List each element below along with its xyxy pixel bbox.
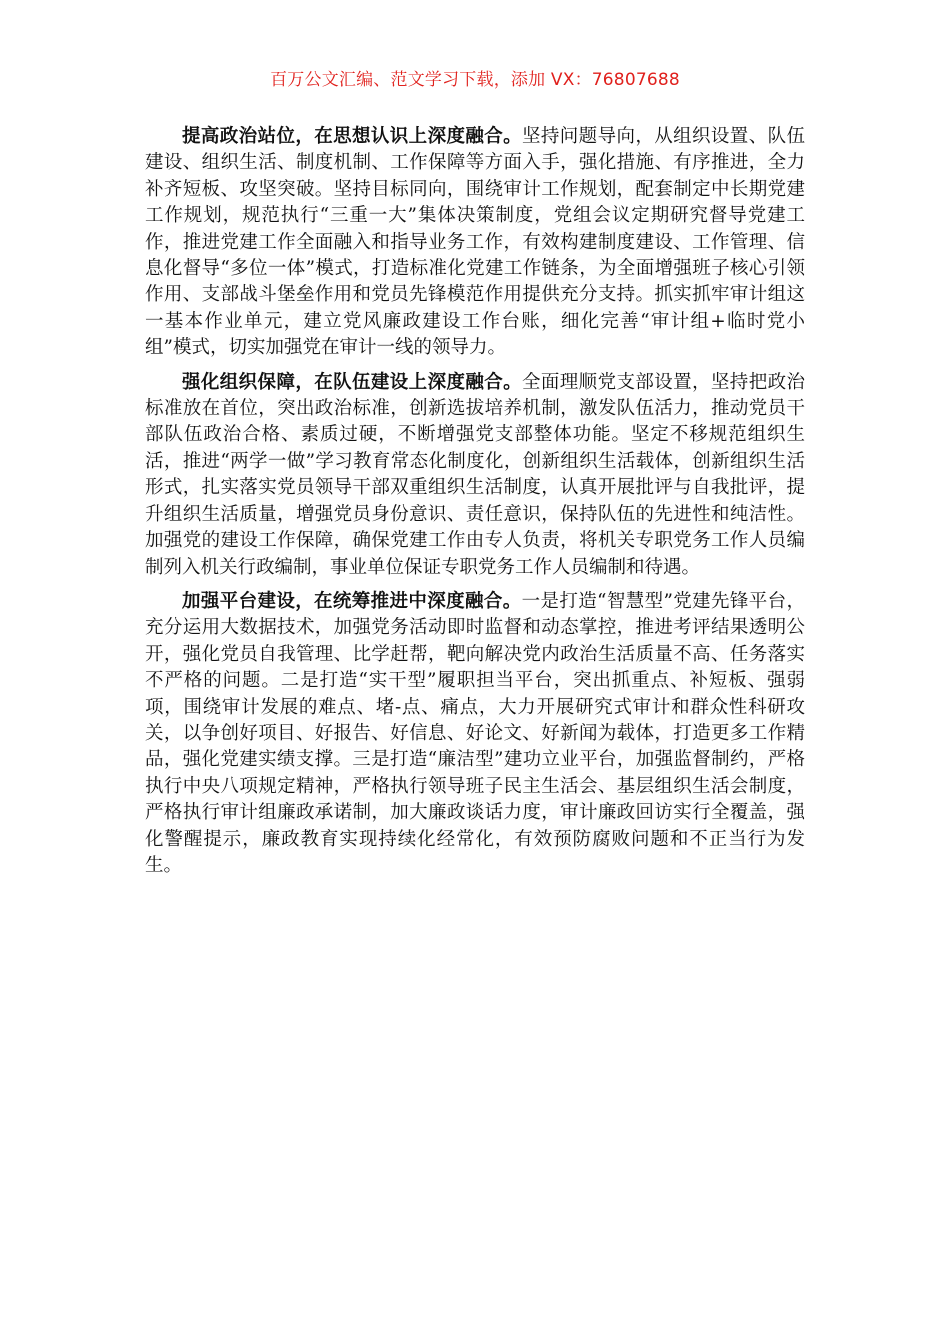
paragraph-lead-heading: 提高政治站位，在思想认识上深度融合。	[182, 126, 523, 147]
paragraph-body-text: 全面理顺党支部设置，坚持把政治标准放在首位，突出政治标准，创新选拔培养机制，激发队伍活力，推动党员干部队伍政治合格、素质过硬，不断增强党支部整体功能。坚定不移规范组织生活，推进“两学一做”学习教育常态化制度化，创新组织生活载体，创新组织生活形式，扎实落实党员领导干部双重组织生活制度，认真开展批评与自我批评，提升组织生活质量，增强党员身份意识、责任意识，保持队伍的先进性和纯洁性。加强党的建设工作保障，确保党建工作由专人负责，将机关专职党务工作人员编制列入机关行政编制，事业单位保证专职党务工作人员编制和待遇。	[145, 371, 805, 578]
paragraph-lead-heading: 加强平台建设，在统筹推进中深度融合。	[182, 590, 522, 612]
paragraph-platform-building	[145, 589, 805, 879]
paragraph-organization-guarantee	[145, 370, 805, 581]
paragraph-body-text: 坚持问题导向，从组织设置、队伍建设、组织生活、制度机制、工作保障等方面入手，强化措施、有序推进，全力补齐短板、攻坚突破。坚持目标同向，围绕审计工作规划，配套制定中长期党建工作规划，规范执行“三重一大”集体决策制度，党组会议定期研究督导党建工作，推进党建工作全面融入和指导业务工作，有效构建制度建设、工作管理、信息化督导“多位一体”模式，打造标准化党建工作链条，为全面增强班子核心引领作用、支部战斗堡垒作用和党员先锋模范作用提供充分支持。抓实抓牢审计组这一基本作业单元，建立党风廉政建设工作台账，细化完善“审计组+临时党小组”模式，切实加强党在审计一线的领导力。	[145, 126, 805, 359]
page-header-banner: 百万公文汇编、范文学习下载，添加 VX：76807688	[270, 70, 680, 90]
paragraph-political-stance	[145, 124, 805, 362]
paragraph-lead-heading: 强化组织保障，在队伍建设上深度融合。	[182, 371, 523, 393]
document-body	[145, 124, 805, 887]
paragraph-body-text: 一是打造“智慧型”党建先锋平台，充分运用大数据技术，加强党务活动即时监督和动态掌控，推进考评结果透明公开，强化党员自我管理、比学赶帮，靶向解决党内政治生活质量不高、任务落实不严格的问题。二是打造“实干型”履职担当平台，突出抓重点、补短板、强弱项，围绕审计发展的难点、堵-点、痛点，大力开展研究式审计和群众性科研攻关，以争创好项目、好报告、好信息、好论文、好新闻为载体，打造更多工作精品，强化党建实绩支撑。三是打造“廉洁型”建功立业平台，加强监督制约，严格执行中央八项规定精神，严格执行领导班子民主生活会、基层组织生活会制度，严格执行审计组廉政承诺制，加大廉政谈话力度，审计廉政回访实行全覆盖，强化警醒提示，廉政教育实现持续化经常化，有效预防腐败问题和不正当行为发生。	[145, 590, 805, 876]
